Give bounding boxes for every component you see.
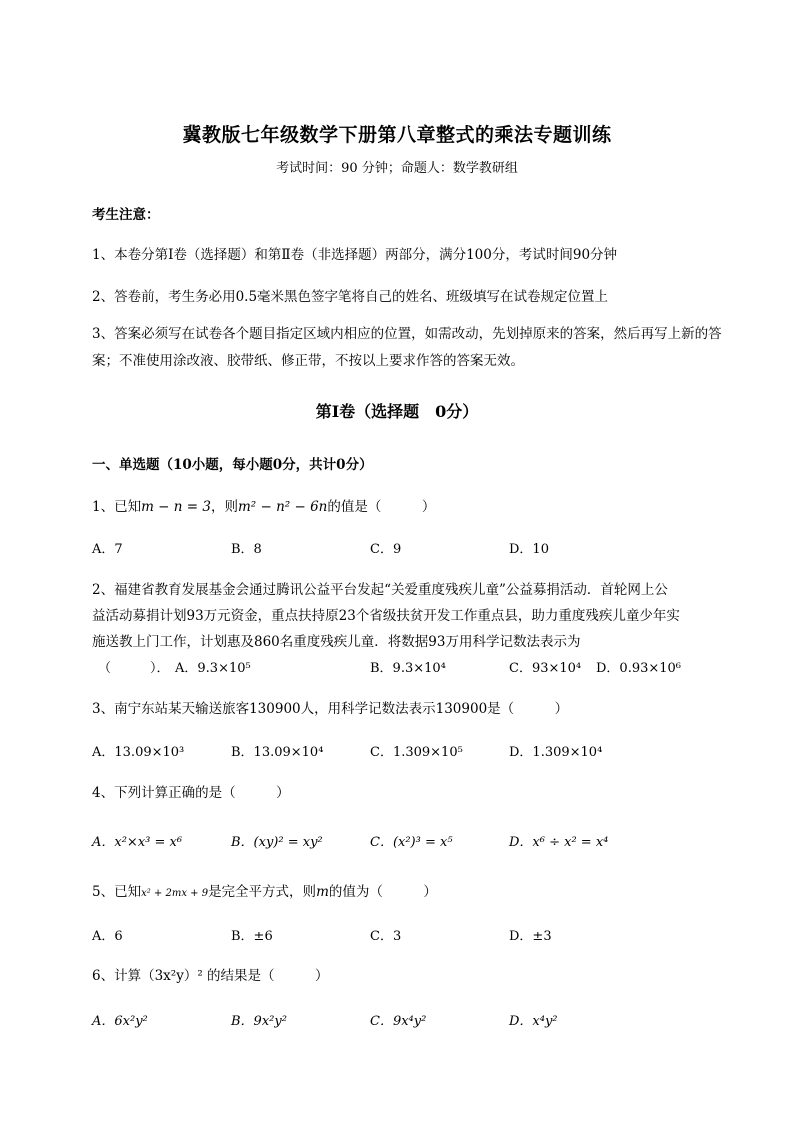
- q1-math-expression: m² − n² − 6n: [237, 499, 328, 515]
- q3-option-b: B．13.09×10⁴: [231, 745, 324, 760]
- q4-option-c: C．(x²)³ = x⁵: [370, 835, 453, 850]
- q5-option-c: C．3: [370, 929, 402, 944]
- section-title: 第Ⅰ卷（选择题 0分）: [315, 402, 479, 421]
- q2-answer-paren: （ ）．: [98, 661, 170, 676]
- question-2-stem-line-1: 2、福建省教育发展基金会通过腾讯公益平台发起“关爱重度残疾儿童”公益募捐活动．首轮网上公: [92, 582, 668, 598]
- q4-option-b: B．(xy)² = xy²: [231, 835, 323, 850]
- q5-suffix: 的值为（ ）: [328, 884, 437, 900]
- q6-option-b: B．9x²y²: [231, 1014, 287, 1029]
- notice-item-3: 3、答案必须写在试卷各个题目指定区域内相应的位置，如需改动，先划掉原来的答案，然后再写上新的答案；不准使用涂改液、胶带纸、修正带，不按以上要求作答的答案无效。: [92, 326, 722, 369]
- page-title: 冀教版七年级数学下册第八章整式的乘法专题训练: [182, 124, 612, 146]
- q1-option-c: C．9: [370, 542, 402, 557]
- q4-option-a: A．x²×x³ = x⁶: [92, 835, 183, 850]
- q5-math-variable: m: [316, 884, 329, 900]
- q1-mid: ，则: [210, 499, 238, 515]
- q4-option-d: D．x⁶ ÷ x² = x⁴: [509, 835, 609, 850]
- question-5-stem: [92, 880, 437, 900]
- q6-option-c: C．9x⁴y²: [370, 1014, 427, 1029]
- q3-option-a: A．13.09×10³: [92, 745, 185, 760]
- page-subtitle: 考试时间：90 分钟；命题人：数学教研组: [276, 161, 518, 176]
- q1-option-a: A．7: [92, 542, 123, 557]
- notice-item-1: 1、本卷分第Ⅰ卷（选择题）和第Ⅱ卷（非选择题）两部分，满分100分，考试时间90分钟: [92, 247, 618, 263]
- part-heading: 一、单选题（10小题，每小题0分，共计0分）: [92, 457, 373, 473]
- q1-option-d: D．10: [509, 542, 549, 557]
- q2-option-a: A．9.3×10⁵: [175, 661, 251, 676]
- q3-option-c: C．1.309×10⁵: [370, 745, 463, 760]
- question-1-stem: [92, 495, 435, 515]
- question-2-stem-line-3: 施送教上门工作，计划惠及860名重度残疾儿童．将数据93万用科学记数法表示为: [92, 634, 581, 650]
- question-6-stem: 6、计算（3x²y）² 的结果是（ ）: [92, 968, 329, 984]
- q2-option-c: C．93×10⁴: [509, 661, 582, 676]
- notice-heading: 考生注意：: [92, 207, 160, 223]
- q5-math-expression: x² + 2mx + 9: [141, 888, 209, 899]
- q5-option-a: A．6: [92, 929, 123, 944]
- question-4-stem: 4、下列计算正确的是（ ）: [92, 785, 290, 801]
- notice-item-2: 2、答卷前，考生务必用0.5毫米黑色签字笔将自己的姓名、班级填写在试卷规定位置上: [92, 289, 609, 305]
- q3-option-d: D．1.309×10⁴: [509, 745, 603, 760]
- question-2-stem-line-2: 益活动募捐计划93万元资金，重点扶持原23个省级扶贫开发工作重点县，助力重度残疾儿童少年实: [92, 608, 680, 624]
- q5-prefix: 5、已知: [92, 884, 142, 900]
- q5-mid: 是完全平方式，则: [208, 884, 317, 900]
- q2-option-d: D．0.93×10⁶: [596, 661, 682, 676]
- q1-math-condition: m − n = 3: [141, 499, 211, 515]
- question-3-stem: 3、南宁东站某天输送旅客130900人，用科学记数法表示130900是（ ）: [92, 701, 569, 717]
- q1-prefix: 1、已知: [92, 499, 142, 515]
- q2-option-b: B．9.3×10⁴: [370, 661, 446, 676]
- q1-suffix: 的值是（ ）: [327, 499, 436, 515]
- q6-option-d: D．x⁴y²: [509, 1014, 558, 1029]
- q5-option-d: D．±3: [509, 929, 552, 944]
- q1-option-b: B．8: [231, 542, 262, 557]
- q5-option-b: B．±6: [231, 929, 273, 944]
- q6-option-a: A．6x²y²: [92, 1014, 148, 1029]
